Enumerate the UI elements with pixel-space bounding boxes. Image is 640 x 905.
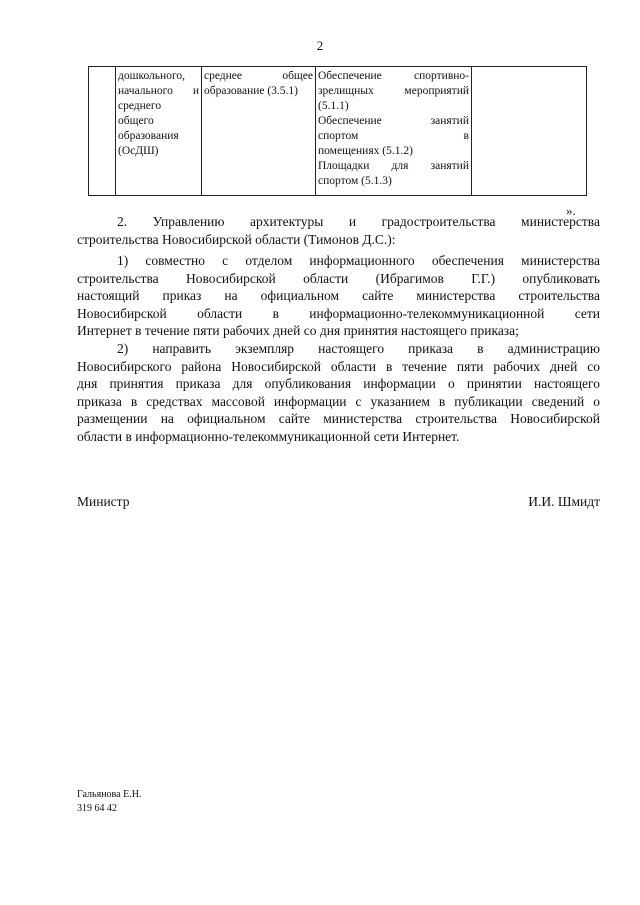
signature-title: Министр [77, 494, 130, 509]
cell-line: образования [118, 130, 179, 142]
paragraph-2-2 [77, 340, 600, 445]
signature-name: И.И. Шмидт [528, 494, 600, 509]
cell-line: спортом в [318, 130, 469, 142]
cell-line: спортом (5.1.3) [318, 175, 392, 187]
cell-line: зрелищных мероприятий [318, 85, 469, 97]
cell-line: (ОсДШ) [118, 145, 159, 157]
closing-quote: ». [566, 203, 576, 218]
paragraph-2-1 [77, 252, 600, 340]
zoning-table [88, 66, 587, 196]
text-line: дня принятия приказа для опубликования информации о принятии настоящего [77, 376, 600, 391]
text-line: 1) совместно с отделом информационного обеспечения министерства [117, 253, 600, 268]
text-line: области в информационно-телекоммуникационной сети Интернет. [77, 428, 460, 444]
paragraph-2 [77, 213, 600, 248]
table-row [89, 67, 587, 196]
table-cell-auxiliary-use [316, 67, 472, 196]
executor-name: Гальянова Е.Н. [77, 789, 142, 800]
page-number: 2 [316, 38, 324, 53]
cell-line: среднего [118, 100, 162, 112]
text-line: строительства Новосибирской области (Тимонов Д.С.): [77, 231, 396, 247]
cell-line: начального и [118, 85, 199, 97]
text-line: Новосибирского района Новосибирской области в течение пяти рабочих дней со [77, 358, 600, 374]
text-line: Новосибирской области в информационно-телекоммуникационной сети [77, 305, 600, 321]
cell-line: (5.1.1) [318, 100, 349, 112]
cell-line: общего [118, 115, 154, 127]
text-line: 2) направить экземпляр настоящего приказа в администрацию [117, 341, 600, 356]
cell-line: помещениях (5.1.2) [318, 145, 413, 157]
executor-phone: 319 64 42 [77, 803, 117, 814]
cell-line: Площадки для занятий [318, 160, 469, 172]
table-cell-empty [472, 67, 587, 196]
table-cell-empty [89, 67, 116, 196]
cell-line: дошкольного, [118, 70, 186, 82]
cell-line: Обеспечение занятий [318, 115, 469, 127]
text-line: приказа в средствах массовой информации с указанием в публикации сведений о [77, 393, 600, 409]
text-line: Интернет в течение пяти рабочих дней со дня принятия настоящего приказа; [77, 323, 519, 338]
text-line: строительства Новосибирской области (Ибрагимов Г.Г.) опубликовать [77, 270, 600, 286]
cell-line: Обеспечение спортивно- [318, 70, 469, 82]
table-cell-zone [116, 67, 202, 196]
cell-line: среднее общее [204, 70, 313, 82]
table-cell-primary-use [202, 67, 316, 196]
cell-line: образование (3.5.1) [204, 85, 299, 97]
text-line: размещении на официальном сайте министерства строительства Новосибирской [77, 411, 600, 426]
text-line: 2. Управлению архитектуры и градостроительства министерства [117, 214, 600, 229]
text-line: настоящий приказ на официальном сайте министерства строительства [77, 288, 600, 303]
